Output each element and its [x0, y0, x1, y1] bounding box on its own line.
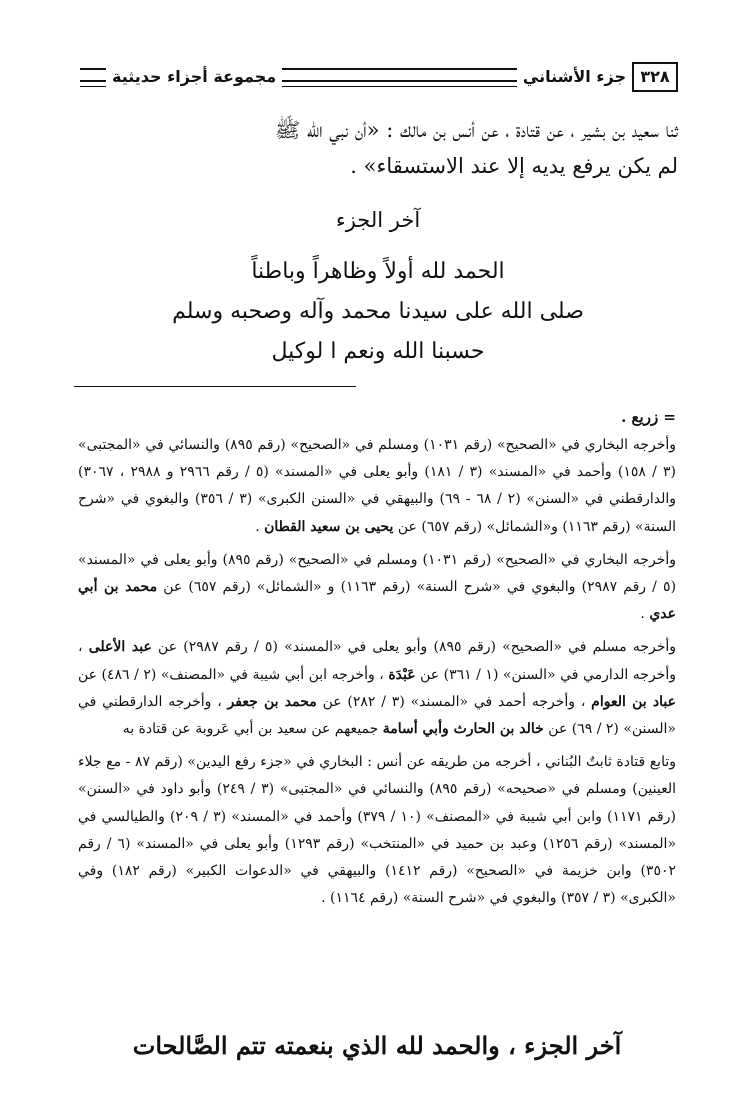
- footnote-divider: [74, 386, 356, 387]
- page-number: ٣٢٨: [632, 62, 678, 92]
- footnotes: [78, 404, 676, 918]
- hadith-line: ثنا سعيد بن بشير ، عن قتادة ، عن أنس بن مالك : «أن نبي الله ﷺ: [274, 118, 678, 142]
- running-header: [80, 62, 678, 96]
- hadith-line: لم يكن يرفع يديه إلا عند الاستسقاء» .: [350, 154, 678, 178]
- doxology-line: حسبنا الله ونعم ا لوكيل: [271, 339, 485, 364]
- footnote-paragraph: وتابع قتادة ثابتٌ البُناني ، أخرجه من طريقه عن أنس : البخاري في «جزء رفع اليدين» (رقم ٨٧ - مع جلاء العينين) ومسلم في «صحيحه» (رقم ٨٩٥) والنسائي في «المجتبى» (٣ / ٢٤٩) وأبو داود في «السنن» (رقم ١١٧١) وابن أبي شيبة في «المصنف» (١٠ / ٣٧٩) وأحمد في «المسند» (٣ / ٢٠٩) والطيالسي في «المسند» (رقم ١٢٥٦) وعبد بن حميد في «المنتخب» (رقم ١٢٩٣) وأبو يعلى في «المسند» (٦ / رقم ٣٥٠٢) وابن خزيمة في «الصحيح» (رقم ١٤١٢) والبيهقي في «الدعوات الكبير» (رقم ١٨٢) وفي «الكبرى» (٣ / ٣٥٧) والبغوي في «شرح السنة» (رقم ١١٦٤) .: [78, 754, 677, 907]
- end-of-part-label: آخر الجزء: [335, 208, 421, 232]
- footnote-continuation: = زريع .: [621, 408, 676, 426]
- header-book-part: جزء الأشناني: [517, 66, 632, 88]
- closing-line: آخر الجزء ، والحمد لله الذي بنعمته تتم الصَّالحات: [132, 1031, 622, 1060]
- doxology-line: الحمد لله أولاً وظاهراً وباطناً: [251, 259, 505, 284]
- footnote-paragraph: وأخرجه البخاري في «الصحيح» (رقم ١٠٣١) ومسلم في «الصحيح» (رقم ٨٩٥) وأبو يعلى في «المسند» (٥ / رقم ٢٩٨٧) والبغوي في «شرح السنة» (رقم ١١٦٣) و «الشمائل» (رقم ٦٥٧) عن محمد بن أبي عدي .: [78, 551, 677, 623]
- doxology-line: صلى الله على سيدنا محمد وآله وصحبه وسلم: [172, 299, 584, 324]
- header-collection-title: مجموعة أجزاء حديثية: [106, 66, 282, 88]
- main-text: [78, 112, 678, 372]
- footnote-paragraph: وأخرجه البخاري في «الصحيح» (رقم ١٠٣١) ومسلم في «الصحيح» (رقم ٨٩٥) والنسائي في «المجتبى» (٣ / ١٥٨) وأحمد في «المسند» (٣ / ١٨١) وأبو يعلى في «المسند» (٥ / رقم ٢٩٦٦ و ٢٩٨٨ ، ٣٠٦٧) والدارقطني في «السنن» (٢ / ٦٨ - ٦٩) والبيهقي في «السنن الكبرى» (٣ / ٣٥٦) والبغوي في «شرح السنة» (رقم ١١٦٣) و«الشمائل» (رقم ٦٥٧) عن يحيى بن سعيد القطان .: [78, 437, 677, 535]
- footnote-paragraph: وأخرجه مسلم في «الصحيح» (رقم ٨٩٥) وأبو يعلى في «المسند» (٥ / رقم ٢٩٨٧) عن عبد الأعلى ، وأخرجه الدارمي في «السنن» (١ / ٣٦١) عن عَبْدَة ، وأخرجه ابن أبي شيبة في «المصنف» (٢ / ٤٨٦) عن عباد بن العوام ، وأخرجه أحمد في «المسند» (٣ / ٢٨٢) عن محمد بن جعفر ، وأخرجه الدارقطني في «السنن» (٢ / ٦٩) عن خالد بن الحارث وأبي أسامة جميعهم عن سعيد بن أبي عَروبة عن قتادة به: [78, 639, 677, 738]
